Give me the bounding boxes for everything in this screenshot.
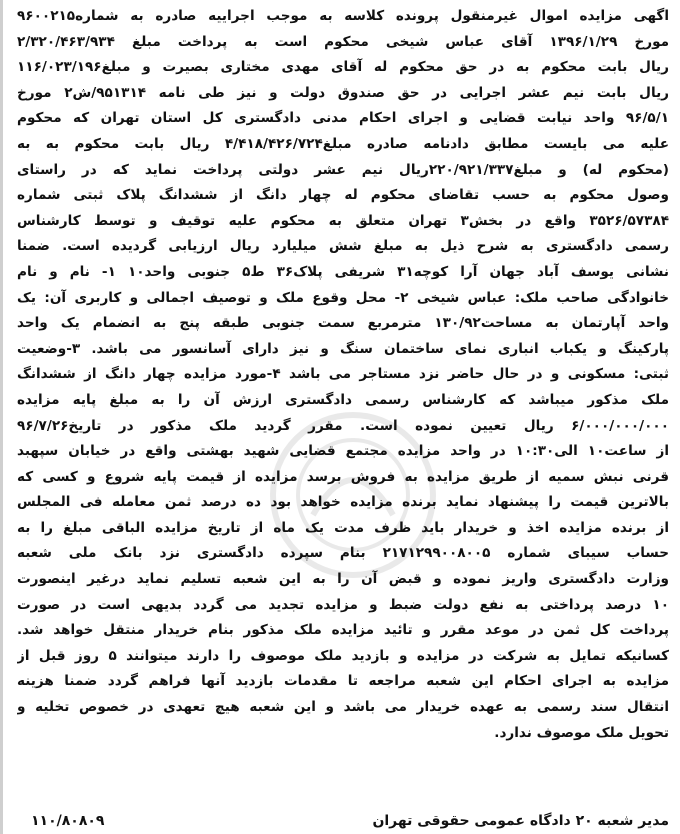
notice-line: قرنی نبش سمیه از طریق مزایده به فروش برسد مزایده از قیمت پایه شروع و کسی که bbox=[17, 468, 669, 485]
notice-line: ریال بابت محکوم به در حق محکوم له آقای مهدی مختاری بصیرت و مبلغ۱۱۶/۰۲۳/۱۹۶ bbox=[17, 59, 669, 76]
notice-line: تحویل ملک موصوف ندارد. bbox=[494, 724, 669, 741]
notice-line: حساب سیبای شماره ۲۱۷۱۲۹۹۰۰۸۰۰۵ بنام سپرده دادگستری نزد بانک ملی شعبه bbox=[17, 545, 669, 562]
auction-notice-text bbox=[17, 4, 669, 746]
notice-line: ۶/۰۰۰/۰۰۰/۰۰۰ ریال تعیین نموده است. مقرر گردید ملک مذکور در تاریخ۹۶/۷/۲۶ bbox=[17, 417, 669, 434]
notice-line: ریال بابت نیم عشر اجرایی در حق صندوق دولت و نیز طی نامه ۹۵۱۳۱۴/ش۲ مورخ bbox=[17, 84, 669, 101]
notice-line: پرداخت کل ثمن در موعد مقرر و تائید مزایده ملک مذکور بنام خریدار منتقل خواهد شد. bbox=[17, 622, 669, 639]
notice-line: ۱۰ درصد پرداختی به نفع دولت ضبط و مزایده تجدید می گردد بدیهی است در صورت bbox=[17, 596, 669, 613]
notice-line: واحد آپارتمان به مساحت۱۳۰/۹۲ مترمربع سمت جنوبی طبقه پنج به انضمام یک واحد bbox=[17, 315, 669, 332]
reference-number: ۱۱۰/۸۰۸۰۹ bbox=[31, 813, 105, 829]
notice-line: مورخ ۱۳۹۶/۱/۲۹ آقای عباس شیخی محکوم است به پرداخت مبلغ ۲/۳۲۰/۴۶۳/۹۳۴ bbox=[17, 33, 669, 50]
notice-line: از ساعت۱۰ الی۱۰:۳۰ در واحد مزایده مجتمع قضایی شهید بهشتی واقع در خیابان سپهبد bbox=[17, 443, 669, 460]
court-signature: مدیر شعبه ۲۰ دادگاه عمومی حقوقی تهران bbox=[372, 813, 669, 829]
notice-line: علیه می بایست مطابق دادنامه صادره مبلغ۴/۴۱۸/۴۲۶/۷۲۴ ریال بابت محکوم به به bbox=[17, 135, 669, 152]
notice-line: (محکوم له) و مبلغ۲۲۰/۹۲۱/۳۳۷ریال نیم عشر دولتی پرداخت نماید که در راستای bbox=[17, 161, 669, 178]
notice-line: ثبتی: مسکونی و در حال حاضر نزد مستاجر می باشد ۴-مورد مزایده چهار دانگ از ششدانگ bbox=[17, 366, 669, 383]
notice-line: از برنده مزایده اخذ و خریدار باید ظرف مدت یک ماه از تاریخ مزایده الباقی مبلغ را به bbox=[17, 519, 669, 536]
notice-footer bbox=[17, 808, 669, 834]
notice-line: کسانیکه تمایل به شرکت در مزایده و بازدید ملک موصوف را دارند میتوانند ۵ روز قبل از bbox=[17, 647, 669, 664]
notice-line: بالاترین قیمت را پیشنهاد نماید برنده مزایده خواهد بود ده درصد ثمن معامله فی المجلس bbox=[17, 494, 669, 511]
notice-line: ۳۵۲۶/۵۷۳۸۴ واقع در بخش۳ تهران متعلق به محکوم علیه توقیف و توسط کارشناس bbox=[17, 212, 669, 229]
notice-line: ۹۶/۵/۱ واحد نیابت قضایی و اجرای احکام مدنی دادگستری کل استان تهران که محکوم bbox=[17, 110, 669, 127]
notice-line: ملک مذکور میباشد که کارشناس رسمی دادگستری ارزش آن را به مبلغ پایه مزایده bbox=[17, 391, 669, 408]
notice-line: انتقال سند رسمی به عهده خریدار می باشد و این شعبه هیچ تعهدی در خصوص تخلیه و bbox=[17, 699, 669, 716]
notice-line: رسمی دادگستری به شرح ذیل به مبلغ شش میلیارد ریال ارزیابی گردیده است. ضمنا bbox=[17, 238, 669, 255]
notice-line: نشانی یوسف آباد جهان آرا کوچه۳۱ شریفی پلاک۳۶ ط۵ جنوبی واحد۱۰ ۱- نام و نام bbox=[17, 263, 669, 280]
notice-line: پارکینگ و یکباب انباری نمای ساختمان سنگ و نیز دارای آسانسور می باشد. ۳-وضعیت bbox=[17, 340, 669, 357]
notice-line: اگهی مزایده اموال غیرمنقول پرونده کلاسه به موجب اجراییه صادره به شماره۹۶۰۰۲۱۵ bbox=[17, 8, 669, 24]
notice-line: مزایده به اجرای احکام این شعبه مراجعه تا مقدمات بازدید آنها فراهم گردد ضمنا هزینه bbox=[17, 673, 669, 690]
notice-line: وصول محکوم به حسب تقاضای محکوم له چهار دانگ از ششدانگ پلاک ثبتی شماره bbox=[17, 187, 669, 204]
notice-line: وزارت دادگستری واریز نموده و قبض آن را به این شعبه تسلیم نماید درغیر اینصورت bbox=[17, 571, 669, 588]
notice-line: خانوادگی صاحب ملک: عباس شیخی ۲- محل وقوع ملک و توصیف اجمالی و کاربری آن: یک bbox=[17, 289, 669, 306]
